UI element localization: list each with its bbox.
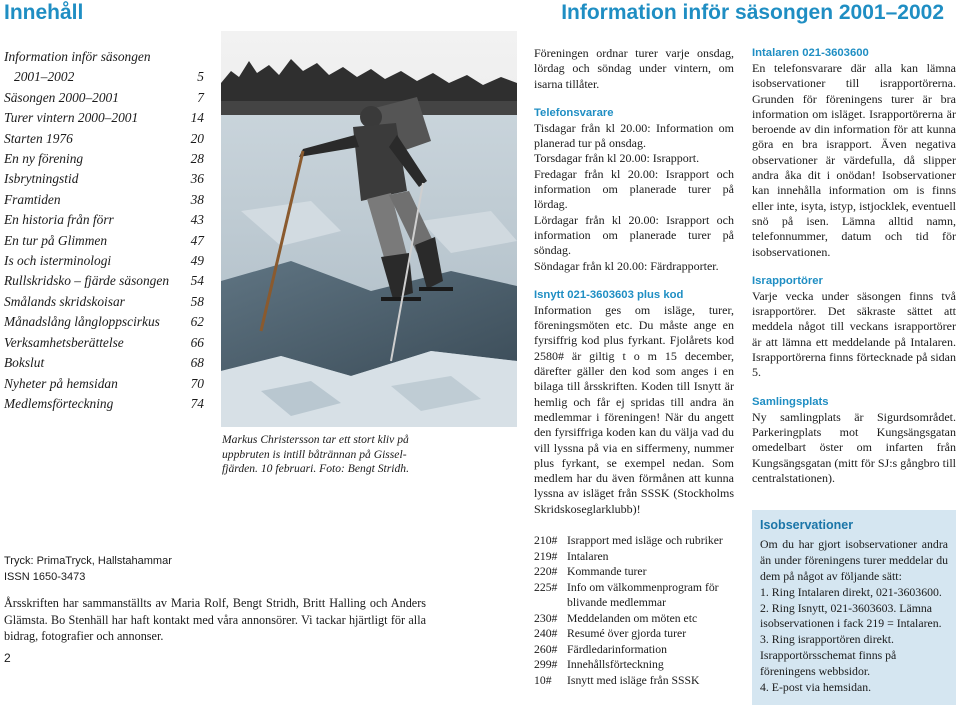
toc-title: Starten 1976 (4, 130, 73, 146)
toc-page: 74 (190, 395, 204, 411)
code-description: Färdledarinformation (567, 642, 667, 656)
toc-title: Nyheter på hemsidan (4, 375, 118, 391)
schedule-item: Söndagar från kl 20.00: Färdrapporter. (534, 258, 719, 273)
code-description: Israpport med isläge och rubriker (567, 534, 723, 548)
toc-entry (4, 333, 204, 353)
schedule-list (534, 121, 734, 274)
toc-entry (4, 88, 204, 108)
toc-page: 43 (190, 212, 204, 228)
schedule-item: Tisdagar från kl 20.00: Information om planerad tur på onsdag. (534, 120, 734, 151)
toc-title: Smålands skridskoisar (4, 293, 125, 309)
toc-page: 66 (190, 334, 204, 350)
toc-page: 58 (190, 293, 204, 309)
intalaren-heading: Intalaren 021-3603600 (752, 47, 869, 59)
credits-text: Årsskriften har sammanställts av Maria Rolf, Bengt Stridh, Britt Halling och Anders Glämsta. Bo Stenhäll har haft kontakt med våra annonsörer. Vi tackar hjärtligt för alla bidrag, fotografier och annonser. (4, 596, 426, 643)
toc-entry (4, 353, 204, 373)
isnytt-paragraph: Information ges om isläge, turer, föreningsmöten etc. Du måste ange en fyrsiffrig kod plus fyrkant. Fjolårets kod 2580# är giltig t o m 15 december, därefter gäller den kod som anges i en bilaga till årsskriften. Koden till Isnytt är hemlig och får ej spridas till andra än medlemmar i föreningen! När du angett den fyrsiffriga koden kan du välja vad du vill lyssna på via en siffermeny, nummer plus fyrkant, se exempel nedan. Som medlem har du även förmånen att kunna lyssna av isläget från SSSK (Stockholms Skridskoseglarklubb)! (534, 302, 734, 516)
toc-page: 28 (190, 151, 204, 167)
toc-title: Framtiden (4, 191, 61, 207)
code-description: Isnytt med isläge från SSSK (567, 673, 700, 687)
code-description: Innehållsförteckning (567, 658, 664, 672)
code-number: 10# (534, 673, 552, 687)
code-row (534, 533, 734, 549)
toc-title: Information inför säsongen (4, 49, 151, 64)
code-number: 220# (534, 565, 558, 579)
toc-entry (4, 190, 204, 210)
code-number: 260# (534, 642, 558, 656)
isobservationer-list-item: 1. Ring Intalaren direkt, 021-3603600. (760, 584, 942, 599)
schedule-item: Fredagar från kl 20.00: Israpport och information om planerade turer på lördag. (534, 166, 734, 212)
toc-title: En historia från förr (4, 212, 114, 228)
isobservationer-heading: Isobservationer (760, 518, 854, 533)
isobservationer-list-item: 4. E-post via hemsidan. (760, 679, 872, 694)
toc-entry (4, 292, 204, 312)
page-number-left: 2 (4, 651, 11, 665)
code-row (534, 580, 734, 611)
toc-entry (4, 129, 204, 149)
toc-title: Medlemsförteckning (4, 395, 114, 411)
skater-photo (221, 31, 517, 427)
isobservationer-list (760, 585, 948, 696)
toc-title: Säsongen 2000–2001 (4, 89, 119, 105)
samlingsplats-heading: Samlingsplats (752, 395, 829, 408)
issn-line: ISSN 1650-3473 (4, 571, 86, 583)
toc-entry (4, 251, 204, 271)
samlingsplats-paragraph: Ny samlingplats är Sigurdsområdet. Parkeringplats mot Kungsängsgatan omedelbart öster om infarten från Kungsängsgatan (mitt för SJ:s gångbro till centralstationen). (752, 409, 956, 485)
code-row (534, 642, 734, 658)
israpportorer-heading: Israpportörer (752, 274, 823, 287)
toc-page: 62 (190, 314, 204, 330)
code-description: Intalaren (567, 549, 609, 563)
code-description: Meddelanden om möten etc (567, 611, 698, 625)
toc-page: 5 (197, 69, 204, 85)
isobservationer-box (752, 510, 956, 705)
toc-page: 70 (190, 375, 204, 391)
toc-entry (4, 169, 204, 189)
intro-paragraph: Föreningen ordnar turer varje onsdag, lördag och söndag under vintern, om isarna tillåter. (534, 46, 734, 91)
code-row (534, 564, 734, 580)
code-description: Info om välkommenprogram för blivande medlemmar (567, 580, 719, 610)
code-row (534, 673, 734, 689)
code-list (534, 533, 734, 688)
toc-title: 2001–2002 (14, 69, 75, 85)
isobservationer-intro: Om du har gjort isobservationer andra än under föreningens turer meddelar du dem på något av följande sätt: (760, 537, 948, 584)
toc-page: 68 (190, 355, 204, 371)
code-row (534, 611, 734, 627)
printer-info (4, 553, 172, 585)
toc-page: 38 (190, 191, 204, 207)
toc-page: 7 (197, 89, 204, 105)
toc-title: Verksamhetsberättelse (4, 334, 124, 350)
code-number: 225# (534, 580, 558, 594)
toc-page: 36 (190, 171, 204, 187)
toc-entry (4, 312, 204, 332)
code-number: 230# (534, 611, 558, 625)
toc-page: 49 (190, 253, 204, 269)
code-row (534, 626, 734, 642)
column-info-left (534, 46, 734, 688)
left-page-title: Innehåll (4, 1, 84, 24)
toc-entry (4, 67, 204, 87)
toc-entry (4, 108, 204, 128)
schedule-item: Lördagar från kl 20.00: Israpport och information om planerade turer på söndag. (534, 212, 734, 258)
toc-title: Rullskridsko – fjärde säsongen (4, 273, 170, 289)
code-number: 240# (534, 627, 558, 641)
toc-entry (4, 231, 204, 251)
isobservationer-list-item: 3. Ring israpportören direkt. Israpportörsschemat finns på föreningens webbsidor. (760, 632, 897, 678)
code-description: Kommande turer (567, 565, 647, 579)
toc-page: 47 (190, 232, 204, 248)
photo-caption: Markus Christersson tar ett stort kliv på uppbruten is intill båtrännan på Gisselfjärden. 10 februari. Foto: Bengt Stridh. (222, 433, 409, 476)
intalaren-paragraph: En telefonsvarare där alla kan lämna isobservationer till israpportörerna. Grunden för föreningens turer är bra information om isläget. Israpportörerna är beroende av din information för att kunna göra en bra israpport. Även negativa observationer är värdefulla, då slipper andra åka dit i onödan! Isobservationer kan innehålla information om is finns eller inte, isyta, istyp, istjocklek, eventuell snö på isen. Lämna alltid namn, telefonnummer, datum och tid för isobservationen. (752, 61, 956, 259)
toc-page: 54 (190, 273, 204, 289)
table-of-contents (4, 47, 204, 414)
toc-page (180, 47, 204, 67)
right-page-title: Information inför säsongen 2001–2002 (561, 1, 944, 24)
toc-page: 14 (190, 110, 204, 126)
schedule-item: Torsdagar från kl 20.00: Israpport. (534, 151, 700, 166)
israpportorer-paragraph: Varje vecka under säsongen finns två israpportörer. Det säkraste sättet att meddela något till veckans israpportörer är att lämna ett meddelande på Intalaren. Israpportörerna finns förtecknade på sidan 5. (752, 288, 956, 380)
toc-title: Bokslut (4, 355, 45, 371)
code-number: 219# (534, 549, 558, 563)
toc-entry (4, 210, 204, 230)
toc-title: En tur på Glimmen (4, 232, 108, 248)
toc-entry (4, 149, 204, 169)
toc-entry (4, 47, 204, 67)
toc-title: Is och isterminologi (4, 253, 112, 269)
isnytt-heading: Isnytt 021-3603603 plus kod (534, 288, 684, 301)
printer-line: Tryck: PrimaTryck, Hallstahammar (4, 555, 172, 567)
toc-entry (4, 394, 204, 414)
toc-entry (4, 271, 204, 291)
toc-title: Isbrytningstid (4, 171, 79, 187)
code-row (534, 657, 734, 673)
code-row (534, 549, 734, 565)
toc-title: Turer vintern 2000–2001 (4, 110, 139, 126)
toc-title: En ny förening (4, 151, 84, 167)
code-number: 299# (534, 658, 558, 672)
toc-page: 20 (190, 130, 204, 146)
code-number: 210# (534, 534, 558, 548)
telefonsvarare-heading: Telefonsvarare (534, 106, 614, 119)
column-info-right (752, 46, 956, 705)
toc-entry (4, 374, 204, 394)
isobservationer-list-item: 2. Ring Isnytt, 021-3603603. Lämna isobservationen i fack 219 = Intalaren. (760, 600, 942, 631)
toc-title: Månadslång långloppscirkus (4, 314, 160, 330)
code-description: Resumé över gjorda turer (567, 627, 687, 641)
